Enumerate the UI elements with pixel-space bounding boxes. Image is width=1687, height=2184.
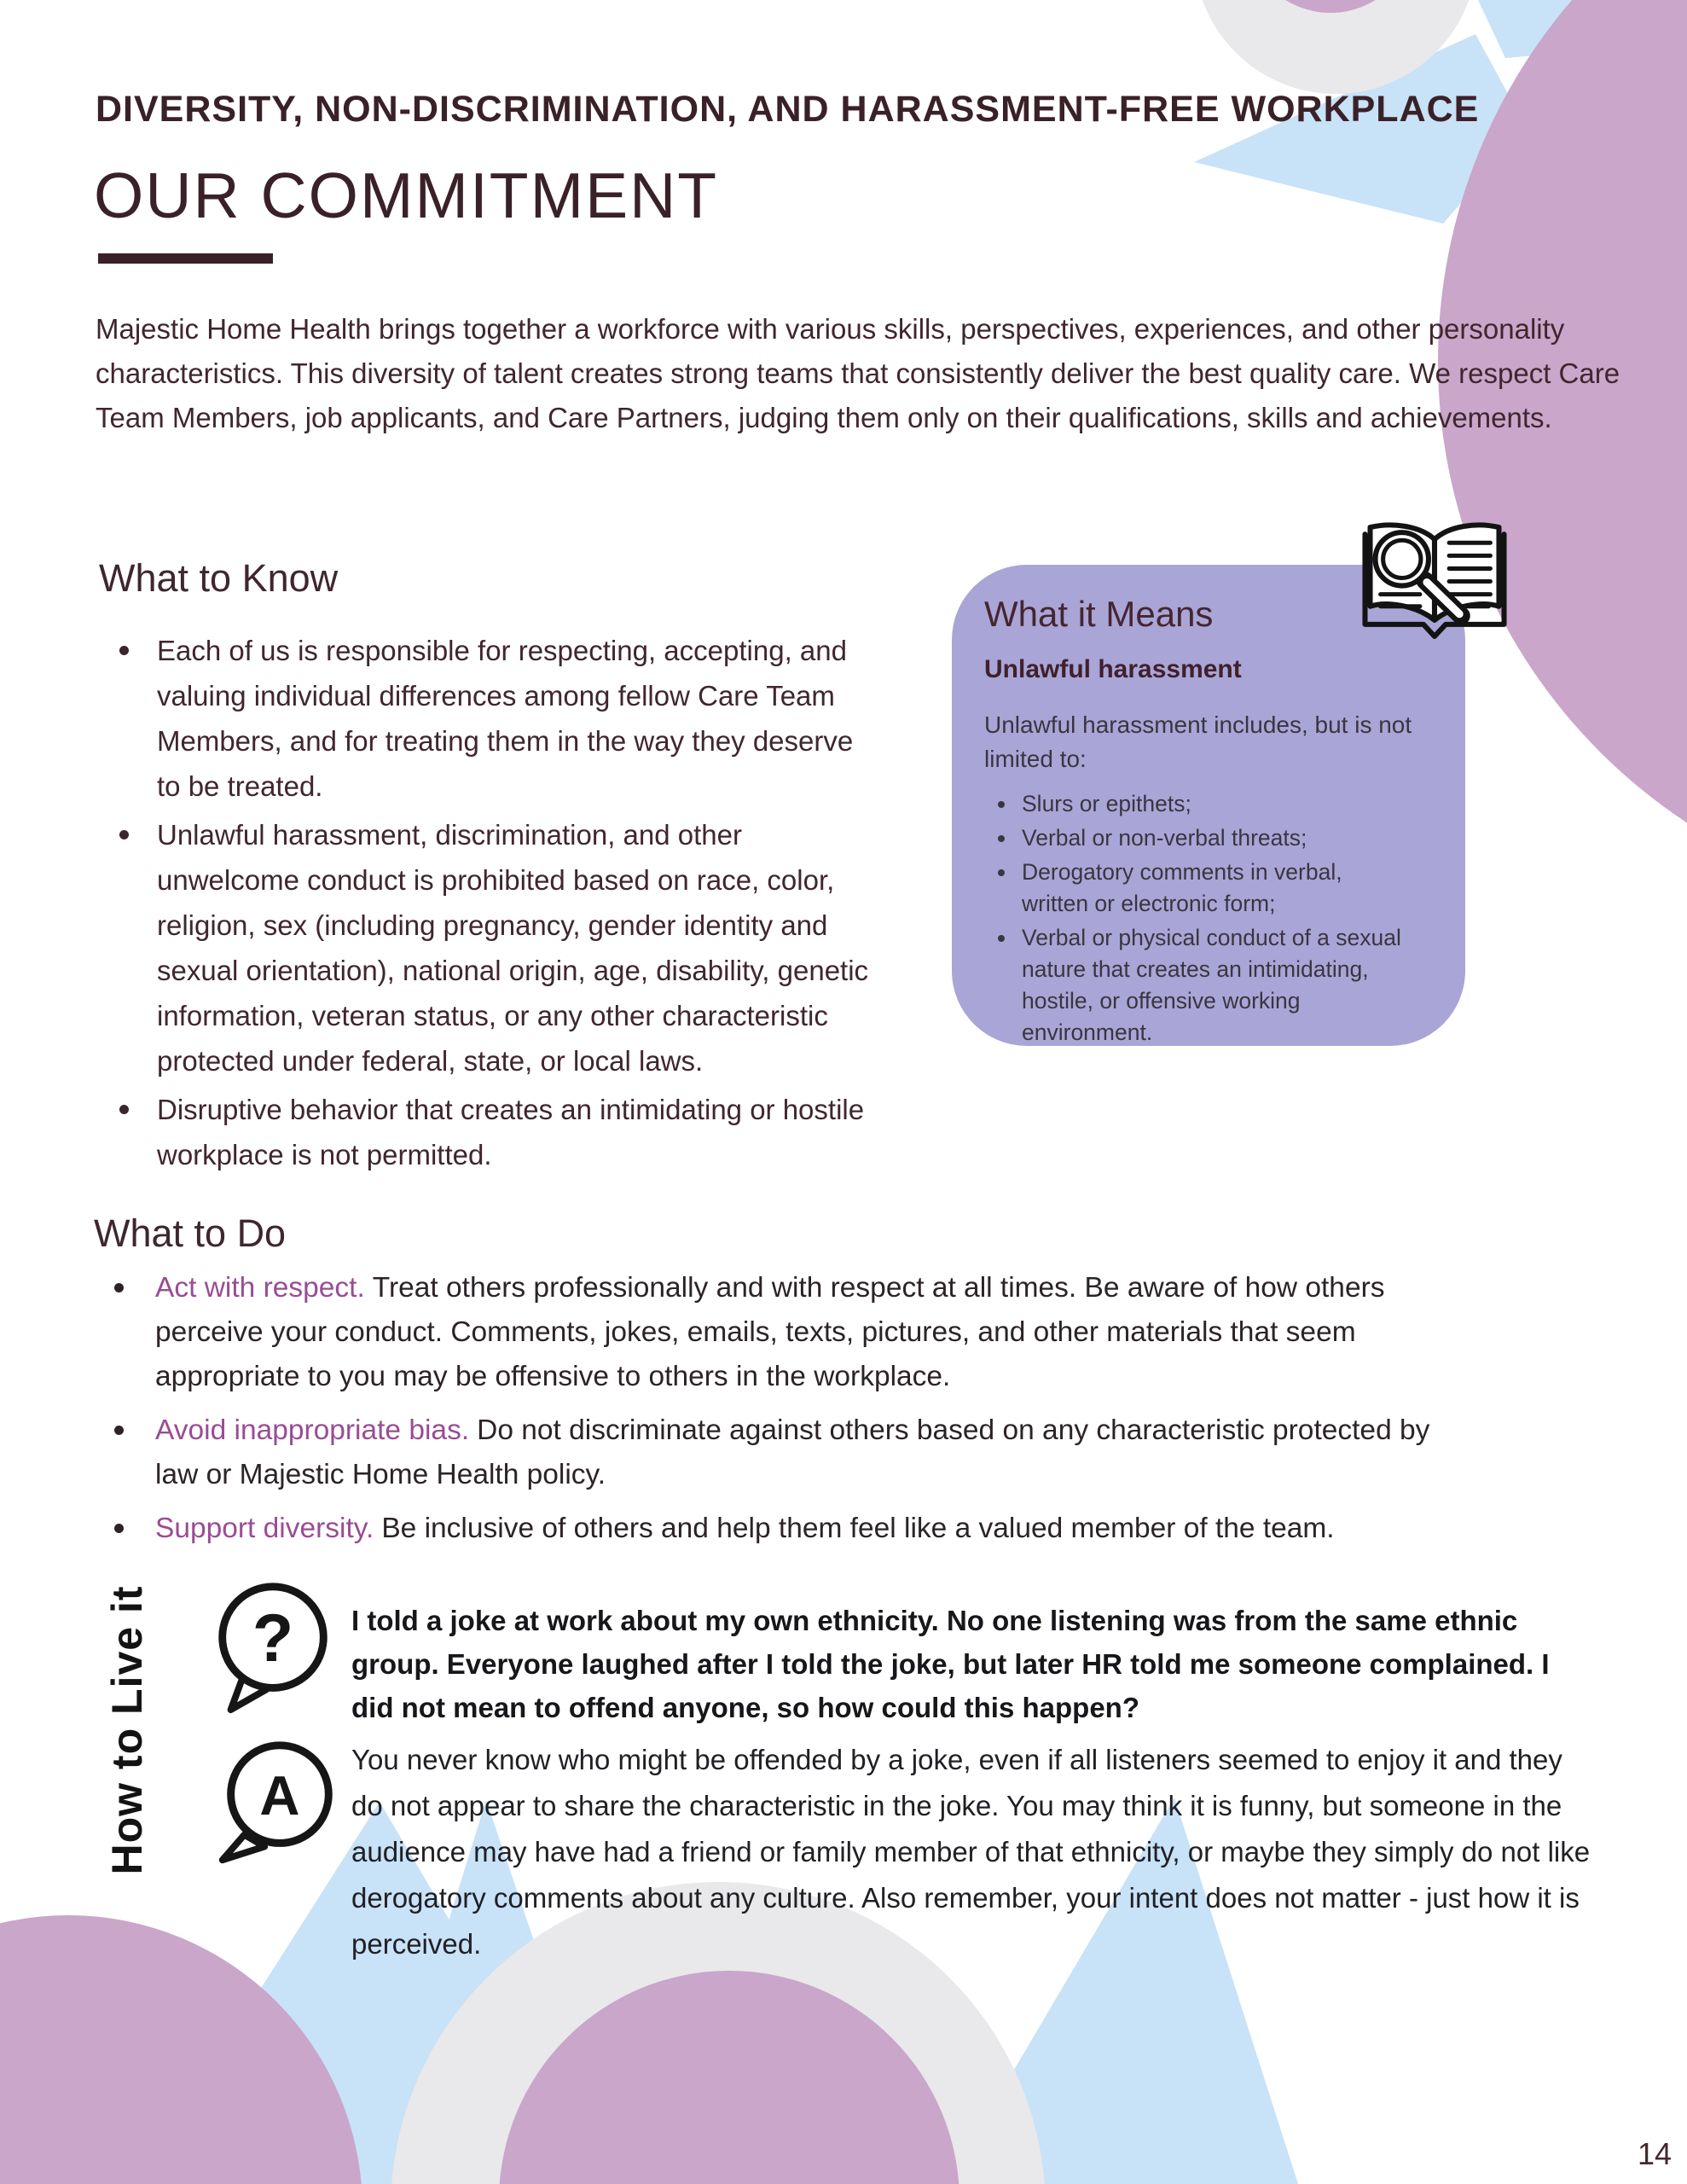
question-mark-glyph: ? (252, 1599, 294, 1676)
what-to-do-heading: What to Do (94, 1211, 287, 1255)
list-item: Unlawful harassment, discrimination, and other unwelcome conduct is prohibited based on race, color, religion, sex (including pregnancy, gender identity and sexual orientation), national origin, age, disability, genetic information, veteran status, or any other characteristic protected under federal, state, or local laws. (111, 812, 878, 1083)
list-item: Disruptive behavior that creates an intimidating or hostile workplace is not permitted. (111, 1087, 878, 1177)
answer-speech-bubble-icon (210, 1734, 346, 1877)
what-it-means-intro: Unlawful harassment includes, but is not limited to: (984, 712, 1412, 772)
list-item: Verbal or physical conduct of a sexual nature that creates an intimidating, hostile, or offensive working environment. (984, 922, 1411, 1048)
list-item (107, 1507, 1455, 1551)
list-item: Each of us is responsible for respecting, accepting, and valuing individual differences among fellow Care Team Members, and for treating them in the way they deserve to be treated. (111, 628, 878, 809)
what-to-know-heading: What to Know (99, 556, 339, 600)
intro-paragraph: Majestic Home Health brings together a workforce with various skills, perspectives, experiences, and other personality characteristics. This diversity of talent creates strong teams that consistently deliver the best quality care. We respect Care Team Members, job applicants, and Care Partners, judging them only on their qualifications, skills and achievements. (96, 313, 1620, 433)
how-to-live-it-label: How to Live it (103, 1585, 151, 1875)
bullet-lead-text: Act with respect. (155, 1272, 365, 1304)
bullet-body-text: Treat others professionally and with respect at all times. Be aware of how others perceive your conduct. Comments, jokes, emails, texts, pictures, and other materials that seem appropriate to you may be offensive to others in the workplace. (155, 1272, 1385, 1392)
list-item (107, 1409, 1455, 1497)
question-speech-bubble-icon (205, 1575, 341, 1718)
answer-letter-glyph: A (259, 1763, 300, 1827)
what-it-means-list (984, 788, 1411, 1048)
what-it-means-subheading: Unlawful harassment (984, 655, 1242, 683)
list-item (107, 1266, 1455, 1399)
bullet-body-text: Be inclusive of others and help them feel like a valued member of the team. (381, 1513, 1335, 1544)
bullet-lead-text: Avoid inappropriate bias. (155, 1414, 470, 1446)
book-magnifier-icon (1353, 512, 1516, 645)
what-to-know-list (111, 628, 878, 1181)
list-item: Derogatory comments in verbal, written or electronic form; (984, 857, 1411, 920)
question-text: I told a joke at work about my own ethnicity. No one listening was from the same ethnic group. Everyone laughed after I told the joke, but later HR told me someone complained. I did not mean to offend anyone, so how could this happen? (351, 1605, 1550, 1723)
page-number: 14 (1637, 2136, 1672, 2171)
page-eyebrow-heading: DIVERSITY, NON-DISCRIMINATION, AND HARASSMENT-FREE WORKPLACE (96, 89, 1480, 130)
bullet-lead-text: Support diversity. (155, 1513, 374, 1544)
bullet-body-text: Do not discriminate against others based on any characteristic protected by law or Majestic Home Health policy. (155, 1414, 1430, 1490)
list-item: Verbal or non-verbal threats; (984, 822, 1411, 854)
what-to-do-list (107, 1266, 1455, 1560)
what-it-means-heading: What it Means (984, 594, 1214, 634)
title-underline-rule (98, 253, 273, 264)
answer-text: You never know who might be offended by a joke, even if all listeners seemed to enjoy it and they do not appear to share the characteristic in the joke. You may think it is funny, but someone in the audience may have had a friend or family member of that ethnicity, or maybe they simply do not like derogatory comments about any culture. Also remember, your intent does not matter - just how it is perceived. (351, 1744, 1591, 1960)
list-item: Slurs or epithets; (984, 788, 1411, 820)
page-title: OUR COMMITMENT (94, 160, 719, 231)
